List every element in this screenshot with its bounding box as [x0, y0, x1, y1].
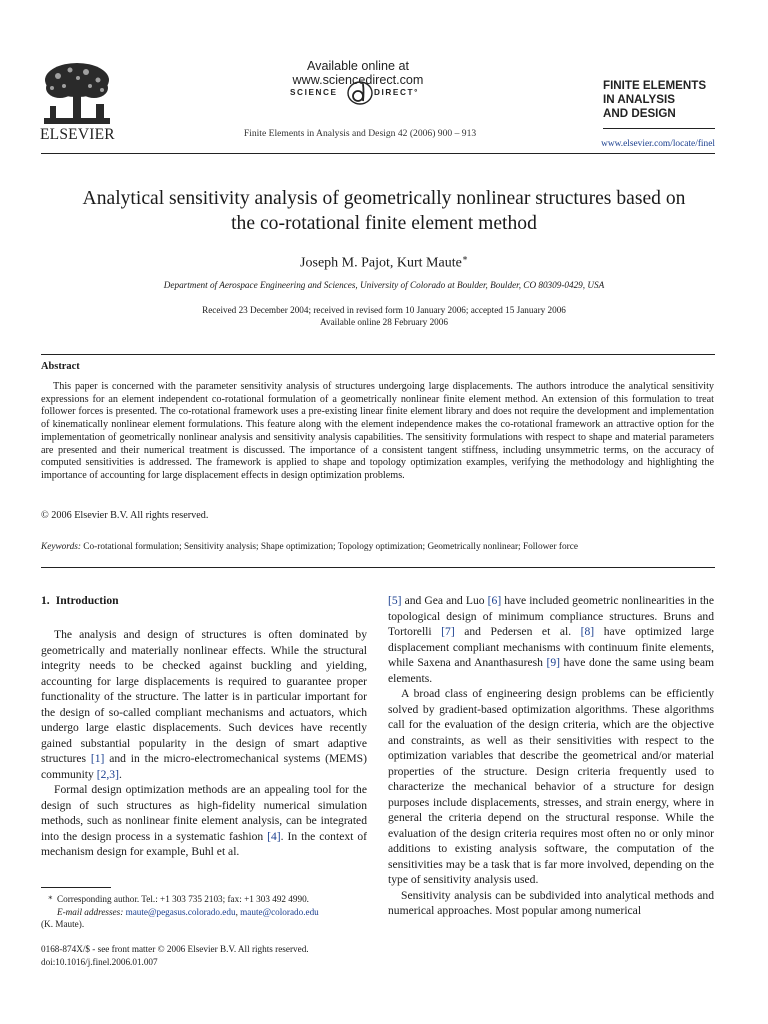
left-column — [41, 627, 367, 860]
paragraph-text: have included geometric nonlinearities in the topological design of minimum compliance structures. Bruns and Tortorelli — [388, 594, 714, 638]
keywords-list: Co-rotational formulation; Sensitivity analysis; Shape optimization; Topology optimization; Geometrically nonlinear; Follower force — [83, 542, 578, 552]
journal-brand — [603, 79, 723, 121]
issn-line: 0168-874X/$ - see front matter © 2006 Elsevier B.V. All rights reserved. — [41, 944, 309, 954]
journal-citation: Finite Elements in Analysis and Design 42 (2006) 900 – 913 — [243, 128, 477, 139]
citation-link[interactable]: [9] — [546, 656, 560, 669]
publisher-name: ELSEVIER — [40, 126, 115, 143]
journal-brand-line: IN ANALYSIS — [603, 93, 675, 106]
paragraph — [388, 593, 714, 686]
authors — [100, 253, 668, 272]
brand-rule — [603, 128, 715, 129]
citation-link[interactable]: [6] — [487, 594, 502, 607]
paragraph-text: . In the context of mechanism design for example, Buhl et al. — [41, 829, 367, 858]
affiliation: Department of Aerospace Engineering and Sciences, University of Colorado at Boulder, Boulder, CO 80309-0429, USA — [163, 280, 605, 290]
sciencedirect-science-word: SCIENCE — [290, 88, 338, 97]
citation-link[interactable]: [4] — [267, 829, 281, 843]
footnote-mark: ∗ — [47, 893, 53, 902]
section-title: Introduction — [55, 594, 119, 607]
article-history — [60, 304, 708, 329]
footnote-text: Corresponding author. Tel.: +1 303 735 2103; fax: +1 303 492 4990. — [57, 894, 309, 904]
paragraph-text: and in the micro-electromechanical systems (MEMS) community — [41, 752, 367, 781]
keywords — [41, 542, 714, 552]
elsevier-tree-icon — [40, 60, 114, 126]
section-heading — [41, 594, 119, 607]
citation-link[interactable]: [7] — [441, 625, 455, 638]
corresponding-author-note — [41, 892, 367, 906]
author-names: Joseph M. Pajot, Kurt Maute — [300, 255, 462, 271]
right-column — [388, 593, 714, 919]
email-owner: (K. Maute). — [41, 919, 85, 929]
received-dates: Received 23 December 2004; received in revised form 10 January 2006; accepted 15 January 2006 — [202, 305, 566, 315]
journal-brand-line: AND DESIGN — [603, 107, 676, 120]
citation-link[interactable]: [8] — [580, 625, 595, 638]
email-label: E-mail addresses: — [57, 906, 124, 917]
journal-url-link[interactable]: www.elsevier.com/locate/finel — [601, 139, 715, 149]
email-link[interactable]: maute@pegasus.colorado.edu — [125, 906, 236, 917]
email-link[interactable]: maute@colorado.edu — [240, 906, 319, 917]
front-matter — [41, 943, 309, 968]
footnote-rule — [41, 887, 111, 888]
paragraph-text: have optimized large displacement compliant mechanisms with continuum finite elements, while Saxena and Ananthasuresh — [388, 625, 715, 669]
article-title — [30, 186, 738, 236]
paragraph: Sensitivity analysis can be subdivided into analytical methods and numerical approaches. Most popular among numerical — [388, 888, 714, 917]
paragraph-text: and Gea and Luo — [401, 594, 488, 607]
citation-link[interactable]: [1] — [90, 752, 105, 765]
sciencedirect-d-icon — [346, 80, 374, 106]
sciencedirect-logo[interactable] — [290, 80, 430, 106]
paragraph-text: . — [118, 767, 122, 781]
sciencedirect-direct-word: DIRECT° — [374, 88, 419, 97]
article-title-line: Analytical sensitivity analysis of geometrically nonlinear structures based on — [82, 188, 686, 209]
section-number: 1. — [41, 594, 50, 607]
paragraph-text: have done the same using beam elements. — [388, 656, 714, 685]
email-separator: , — [235, 906, 241, 917]
abstract-copyright: © 2006 Elsevier B.V. All rights reserved. — [41, 510, 209, 521]
paragraph-text: and Pedersen et al. — [454, 625, 581, 638]
abstract-text: This paper is concerned with the parameter sensitivity analysis of structures undergoing large displacements. The authors introduce the analytical sensitivity expressions for an element independent co-rotational formulation of a geometrically nonlinear finite element method. An extension of this formulation to treat follower forces is presented. The co-rotational framework uses a pre-existing linear finite element library and does not require the development and implementation of kinematically nonlinear element formulations. This feature along with the element independence makes the co-rotational framework an attractive option for the implementation of geometrically nonlinear analysis and sensitivity analysis capabilities. The sensitivity formulations with respect to shape and material parameters are presented and their numerical treatment is discussed. The importance of a consistent tangent stiffness, including unsymmetric terms, on the accuracy of computed sensitivities is addressed. The framework is applied to shape and topology optimization examples, verifying the methodology and highlighting the importance of accounting for large displacement effects in design optimization problems. — [41, 381, 714, 481]
article-title-line: the co-rotational finite element method — [231, 213, 537, 234]
citation-link[interactable]: [2,3] — [96, 767, 119, 781]
abstract-heading: Abstract — [41, 361, 80, 372]
corresponding-author-mark[interactable]: ∗ — [461, 253, 468, 263]
header-rule — [41, 153, 715, 154]
available-online-line[interactable]: Available online at www.sciencedirect.com — [292, 59, 424, 87]
doi-line[interactable]: doi:10.1016/j.finel.2006.01.007 — [41, 956, 158, 967]
paragraph-text: Formal design optimization methods are an appealing tool for the design of such structures as high-fidelity numerical simulation methods, such as nonlinear finite element analysis, can be integrated into the design process in a systematic fashion — [41, 783, 367, 843]
paragraph — [41, 627, 367, 782]
paragraph — [41, 782, 367, 860]
paragraph-text: The analysis and design of structures is often dominated by geometrically and materially nonlinear effects. While the structural integrity needs to be checked against buckling and yielding, accounting for large displacements is required to guarantee proper functionality of the structure. The latter is in particular important for the design of so-called compliant mechanisms and actuators, which undergo large elastic displacements. Such devices have recently gained substantial popularity in the design of smart adaptive structures — [41, 628, 367, 765]
keywords-label: Keywords: — [41, 542, 81, 552]
footnote — [41, 892, 367, 931]
journal-brand-line: FINITE ELEMENTS — [603, 79, 707, 92]
email-line — [41, 906, 367, 919]
citation-link[interactable]: [5] — [388, 594, 402, 607]
paragraph: A broad class of engineering design problems can be efficiently solved by gradient-based optimization algorithms. These algorithms call for the evaluation of the design criteria, which are the objective and constraints, as well as their sensitivities with respect to the optimization variables that describe the geometrical and/or material properties of the structure. Design criteria frequently used to characterize the mechanical behavior of a structure for design purposes include displacements, stresses, and strain energy, where in general the criteria depend on the structural response. While the evaluation of the design criteria requires most often no or only minor additions to existing analysis software, the computation of the sensitivities may be a task that is far more involved, depending on the type of sensitivity analysis used. — [388, 687, 714, 886]
abstract-top-rule — [41, 354, 715, 355]
available-online-date: Available online 28 February 2006 — [320, 317, 448, 328]
abstract-bottom-rule — [41, 567, 715, 568]
